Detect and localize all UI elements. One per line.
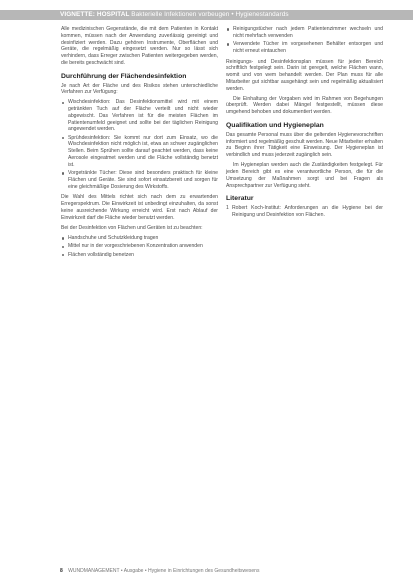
body-paragraph: Die Einhaltung der Vorgaben wird im Rahmen von Begehungen überprüft. Werden dabei Mängel festgestellt, müssen diese umgehend behoben und dokumentiert werden. <box>226 95 383 116</box>
section-heading-literatur: Literatur <box>226 195 254 203</box>
reference-list <box>226 205 383 219</box>
page-footer <box>60 568 383 575</box>
reference-text: Robert Koch-Institut: Anforderungen an die Hygiene bei der Reinigung und Desinfektion von Flächen. <box>232 205 383 219</box>
list-item <box>61 135 218 169</box>
page-number: 8 <box>60 568 63 574</box>
body-paragraph: Die Wahl des Mittels richtet sich nach dem zu erwartenden Erregerspektrum. Die Einwirkzeit ist unbedingt einzuhalten, da sonst keine ausreichende Wirkung erreicht wird. Erst nach Ablauf der Einwirkzeit darf die Fläche wieder benutzt werden. <box>61 194 218 221</box>
list-item <box>61 252 218 259</box>
list-item <box>61 99 218 133</box>
list-item <box>61 243 218 250</box>
bullet-icon <box>62 237 64 239</box>
list-item-text: Verwendete Tücher im vorgesehenen Behälter entsorgen und nicht erneut eintauchen <box>233 41 383 54</box>
list-item-text: Mittel nur in der vorgeschriebenen Konzentration anwenden <box>68 243 203 250</box>
bullet-icon <box>62 172 64 174</box>
body-paragraph: Im Hygieneplan werden auch die Zuständigkeiten festgelegt. Für jeden Bereich gibt es eine verantwortliche Person, die für die Umsetzung der Maßnahmen sorgt und bei Fragen als Ansprechpartner zur Verfügung steht. <box>226 162 383 189</box>
header-kicker <box>60 11 289 19</box>
list-item <box>61 235 218 242</box>
bullet-icon <box>62 246 64 248</box>
bullet-icon <box>62 254 64 256</box>
list-item-text: Wischdesinfektion: Das Desinfektionsmittel wird mit einem getränkten Tuch auf der Fläche verteilt und nicht wieder abgewischt. Das Verfahren ist für die meisten Flächen im Patientenumfeld geeignet und sollte bei der täglichen Reinigung angewendet werden. <box>68 99 218 133</box>
body-paragraph: Das gesamte Personal muss über die geltenden Hygienevorschriften informiert und regelmäßig geschult werden. Neue Mitarbeiter erhalten zu Beginn ihrer Tätigkeit eine Einweisung. Der Hygieneplan ist verbindlich und muss jederzeit zugänglich sein. <box>226 131 383 159</box>
body-paragraph: Je nach Art der Fläche und des Risikos stehen unterschiedliche Verfahren zur Verfügung: <box>61 82 218 96</box>
bullet-list-continued <box>226 26 383 55</box>
list-item-text: Flächen vollständig benetzen <box>68 251 134 258</box>
right-column <box>226 26 383 223</box>
list-item <box>61 170 218 190</box>
bullet-icon <box>227 28 229 30</box>
header-kicker-rest: Bakterielle Infektionen vorbeugen • Hygienestandards <box>131 11 289 18</box>
list-item <box>226 41 383 55</box>
left-column <box>61 26 218 262</box>
body-paragraph: Bei der Desinfektion von Flächen und Geräten ist zu beachten: <box>61 224 203 231</box>
list-item-text: Reinigungstücher nach jedem Patientenzimmer wechseln und nicht mehrfach verwenden <box>233 26 383 39</box>
body-paragraph: Reinigungs- und Desinfektionsplan müssen für jeden Bereich schriftlich festgelegt sein. Darin ist geregelt, welche Flächen wann, womit und von wem behandelt werden. Der Plan muss für alle Mitarbeiter gut sichtbar ausgehängt sein und regelmäßig aktualisiert werden. <box>226 58 383 92</box>
intro-paragraph: Alle medizinischen Gegenstände, die mit dem Patienten in Kontakt kommen, müssen nach der Anwendung zuverlässig gereinigt und desinfiziert werden. Dazu gehören Instrumente, Oberflächen und Geräte, die regelmäßig eingesetzt werden. Nur so lässt sich verhindern, dass Erreger zwischen Patienten weitergegeben werden, die bereits geschwächt sind. <box>61 26 218 66</box>
list-item-text: Sprühdesinfektion: Sie kommt nur dort zum Einsatz, wo die Wischdesinfektion nicht möglich ist, etwa an schwer zugänglichen Stellen. Beim Sprühen sollte darauf geachtet werden, dass keine Aerosole eingeatmet werden und die Fläche vollständig benetzt ist. <box>68 134 218 168</box>
bullet-icon <box>62 137 64 139</box>
reference-item <box>226 205 383 219</box>
running-header <box>0 10 413 20</box>
bullet-icon <box>62 102 64 104</box>
bullet-list-methods <box>61 99 218 190</box>
header-kicker-bold: VIGNETTE: HOSPITAL <box>60 11 130 18</box>
bullet-list-rules <box>61 235 218 258</box>
footer-text: WUNDMANAGEMENT • Ausgabe • Hygiene in Einrichtungen des Gesundheitswesens <box>68 568 260 574</box>
list-item <box>226 26 383 40</box>
list-item-text: Vorgetränkte Tücher: Diese sind besonders praktisch für kleine Flächen und Geräte. Sie sind sofort einsatzbereit und sorgen für eine gleichmäßige Dosierung des Wirkstoffs. <box>68 170 218 190</box>
reference-number: 1 <box>226 205 229 212</box>
bullet-icon <box>227 43 229 45</box>
section-heading-qualifikation: Qualifikation und Hygieneplan <box>226 121 324 129</box>
list-item-text: Handschuhe und Schutzkleidung tragen <box>68 234 159 241</box>
section-heading-flaechendesinfektion: Durchführung der Flächendesinfektion <box>61 72 187 80</box>
